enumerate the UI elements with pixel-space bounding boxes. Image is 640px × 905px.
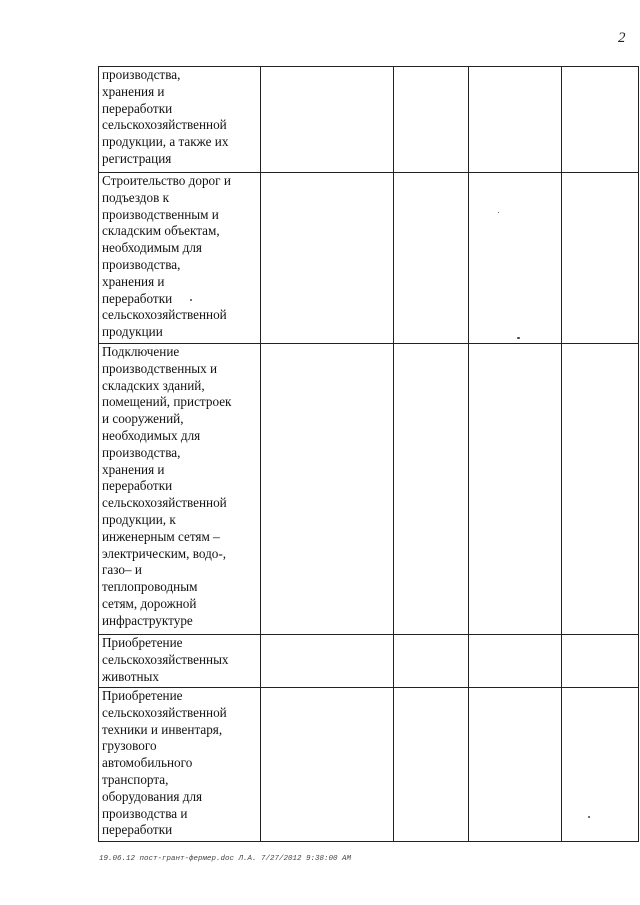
row-description: производства, хранения и переработки сельскохозяйственной продукции, а также их регистрация — [102, 67, 229, 166]
table-cell — [261, 67, 394, 173]
table-cell — [394, 635, 469, 688]
document-footer: 19.06.12 пост-грант-фермер.doc Л.А. 7/27/2012 9:38:00 AM — [99, 855, 352, 863]
table-cell — [469, 344, 562, 635]
table-cell — [562, 635, 639, 688]
table-cell — [394, 344, 469, 635]
row-description-cell — [99, 344, 261, 635]
scan-speck — [588, 816, 590, 818]
table-cell — [469, 635, 562, 688]
row-description-cell — [99, 635, 261, 688]
scan-speck — [190, 299, 192, 301]
table-cell — [562, 688, 639, 842]
row-description: Приобретение сельскохозяйственных животных — [102, 635, 229, 684]
table-cell — [261, 688, 394, 842]
table-cell — [261, 344, 394, 635]
table-cell — [562, 173, 639, 344]
table-row — [99, 67, 639, 173]
table-row — [99, 173, 639, 344]
table-cell — [469, 688, 562, 842]
grant-expense-table — [98, 66, 639, 842]
table-cell — [394, 688, 469, 842]
scan-speck — [498, 212, 499, 213]
table-row — [99, 344, 639, 635]
row-description-cell — [99, 67, 261, 173]
table-cell — [261, 173, 394, 344]
table-cell — [469, 67, 562, 173]
table-row — [99, 688, 639, 842]
table-cell — [261, 635, 394, 688]
row-description-cell — [99, 173, 261, 344]
table-cell — [562, 67, 639, 173]
row-description: Приобретение сельскохозяйственной техники и инвентаря, грузового автомобильного транспорта, оборудования для производства и переработки — [102, 688, 227, 838]
table-cell — [469, 173, 562, 344]
row-description-cell — [99, 688, 261, 842]
page-number: 2 — [618, 30, 626, 46]
row-description: Подключение производственных и складских зданий, помещений, пристроек и сооружений, необходимых для производства, хранения и переработки сельскохозяйственной продукции, к инженерным сетям – электрическим, водо-, газо– и теплопроводным сетям, дорожной инфраструктуре — [102, 344, 232, 628]
table-cell — [394, 67, 469, 173]
table-row — [99, 635, 639, 688]
table-cell — [394, 173, 469, 344]
scan-speck — [517, 337, 520, 339]
row-description: Строительство дорог и подъездов к производственным и складским объектам, необходимым для производства, хранения и переработки сельскохозяйственной продукции — [102, 173, 231, 340]
table-cell — [562, 344, 639, 635]
